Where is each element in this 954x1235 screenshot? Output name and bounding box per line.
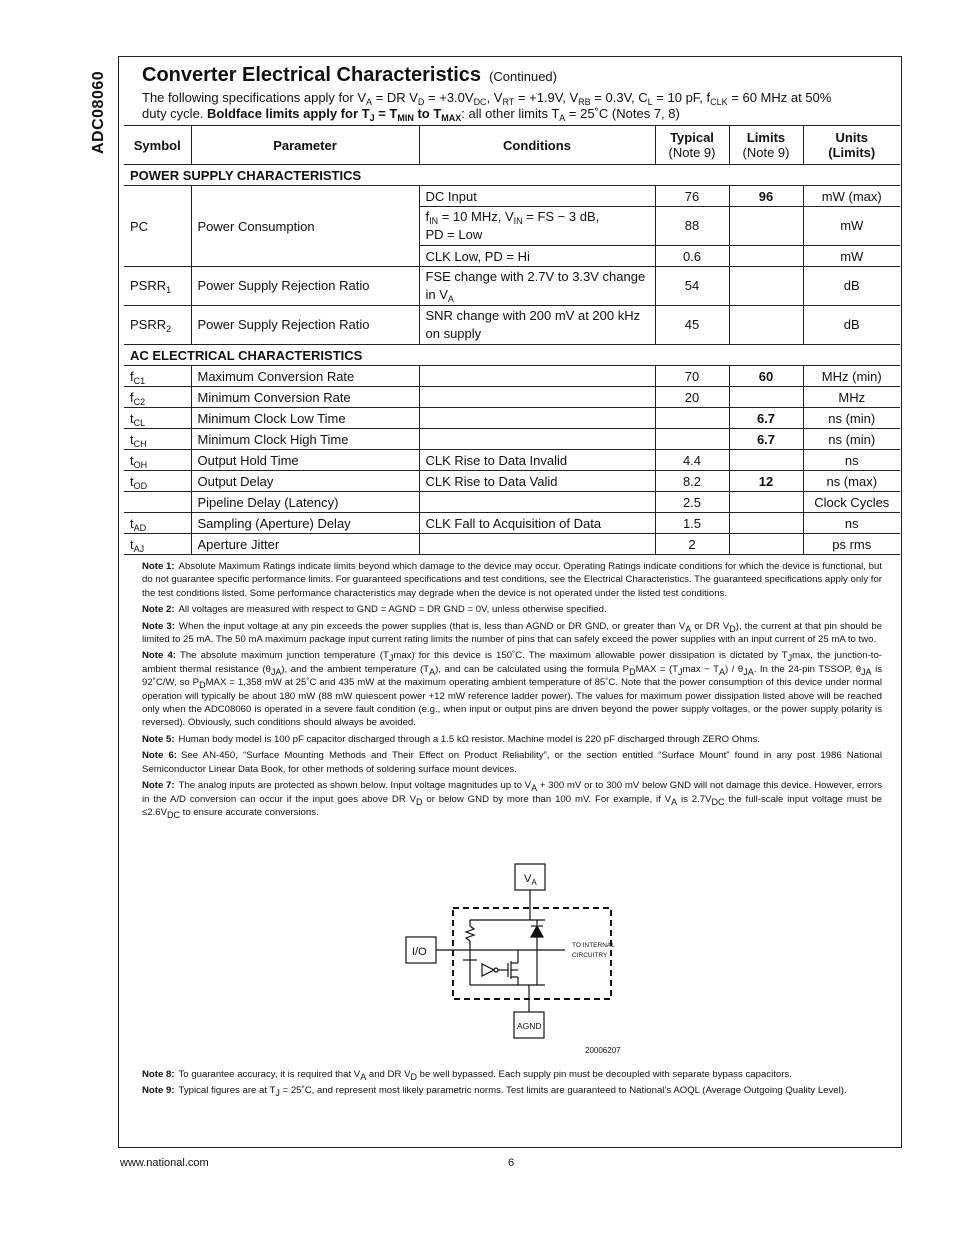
- spec-conditions-intro: The following specifications apply for $V_A$ = DR $V_D = +3.0V_{DC}$, $V_{RT} = +1.9V$, $V_{RB} = 0.3V$, $C_L = 10$ pF, $f_{CLK} = 60$ MHz at 50% duty cycle. Boldface limits apply for $T_J = T_{MIN}$ to $T_{MAX}$: all other limits $T_A$ = 25˚C (Notes 7, 8): [142, 90, 832, 123]
- note-7: Note 7: The analog inputs are protected as shown below. Input voltage magnitudes up to $V_A + 300$ mV or to 300 mV below GND will not damage this device. However, errors in the A/D conversion can occur if the input goes above DR $V_D$ or below GND by more than 100 mV. For example, if $V_A$ is $2.7V_{DC}$ the full-scale input voltage must be $\le 2.6V_{DC}$ to ensure accurate conversions.: [142, 780, 883, 820]
- input-protection-circuit-figure: [400, 860, 640, 1060]
- footer-website: www.national.com: [120, 1157, 209, 1169]
- note-1: Note 1: Absolute Maximum Ratings indicate limits beyond which damage to the device may occur. Operating Ratings indicate conditions for which the device is functional, but do not guarantee specific performance limits. For guaranteed specifications and test conditions, see the Electrical Characteristics. The guaranteed specifications apply only for the test conditions listed. Some performance characteristics may degrade when the device is not operated under the listed test conditions.: [142, 561, 883, 599]
- table-row: $f_{C1}$ Maximum Conversion Rate 70 60 MHz (min): [124, 366, 900, 387]
- va-label: $V_A$: [524, 873, 537, 887]
- section-title-row: [142, 64, 557, 87]
- table-row: $t_{OD}$ Output Delay CLK Rise to Data Valid 8.2 12 ns (max): [124, 471, 900, 492]
- header-symbol: Symbol: [124, 126, 191, 165]
- table-row: $f_{C2}$ Minimum Conversion Rate 20 MHz: [124, 387, 900, 408]
- note-3: Note 3: When the input voltage at any pin exceeds the power supplies (that is, less than AGND or DR GND, or greater than $V_A$ or DR $V_D$), the current at that pin should be limited to 25 mA. The 50 mA maximum package input current rating limits the number of pins that can safely exceed the power supplies with an input current of 25 mA to two.: [142, 620, 882, 646]
- internal-circuitry-label-1: TO INTERNAL: [572, 942, 615, 949]
- part-number-side-label: ADC08060: [90, 70, 107, 154]
- note-2: Note 2: All voltages are measured with respect to GND = AGND = DR GND = 0V, unless otherwise specified.: [142, 604, 607, 616]
- table-row: Pipeline Delay (Latency) 2.5 Clock Cycles: [124, 492, 900, 513]
- page-title: Converter Electrical Characteristics: [142, 64, 482, 86]
- header-parameter: Parameter: [191, 126, 419, 165]
- header-units: Units (Limits): [803, 126, 900, 165]
- note-8: Note 8: To guarantee accuracy, it is required that $V_A$ and DR $V_D$ be well bypassed. Each supply pin must be decoupled with separate bypass capacitors.: [142, 1069, 792, 1082]
- table-row: $f_{IN} = 10$ MHz, $V_{IN}$ = FS − 3 dB, PD = Low 88 mW: [124, 207, 900, 246]
- electrical-characteristics-table: [124, 125, 900, 555]
- section-row-ac: AC ELECTRICAL CHARACTERISTICS: [124, 345, 900, 366]
- figure-id: 20006207: [585, 1046, 621, 1055]
- table-row: $t_{CH}$ Minimum Clock High Time 6.7 ns (min): [124, 429, 900, 450]
- table-row: $PSRR_2$ Power Supply Rejection Ratio SNR change with 200 mV at 200 kHz on supply 45 dB: [124, 306, 900, 345]
- agnd-label: AGND: [517, 1021, 542, 1031]
- header-conditions: Conditions: [419, 126, 655, 165]
- internal-circuitry-label-2: CIRCUITRY: [572, 952, 608, 959]
- table-row: $t_{CL}$ Minimum Clock Low Time 6.7 ns (min): [124, 408, 900, 429]
- footnotes-continued: [142, 1068, 882, 1101]
- header-typical: Typical (Note 9): [655, 126, 729, 165]
- footnotes: [142, 560, 882, 822]
- title-continued: (Continued): [489, 69, 557, 84]
- ac-rows: [124, 366, 900, 555]
- section-row-power-supply: POWER SUPPLY CHARACTERISTICS: [124, 165, 900, 186]
- table-row: PC Power Consumption DC Input 76 96 mW (max): [124, 186, 900, 207]
- note-4: Note 4: The absolute maximum junction temperature $(T_J\max)$ for this device is 150˚C. The maximum allowable power dissipation is dictated by $T_J\max$, the junction-to-ambient thermal resistance $(\theta_{JA})$, and the ambient temperature $(T_A)$, and can be calculated using the formula $P_DMAX = (T_J\max - T_A) / \theta_{JA}$. In the 24-pin TSSOP, $\theta_{JA}$ is 92˚C/W, so $P_DMAX = 1,358$ mW at 25˚C and 435 mW at the maximum operating ambient temperature of 85˚C. Note that the power consumption of this device under normal operation will typically be about 180 mW (88 mW quiescent power +12 mW reference ladder power). The values for maximum power dissipation listed above will be reached only when the ADC08060 is operated in a severe fault condition (e.g., when input or output pins are driven beyond the power supply voltages, or the power supply polarity is reversed). Obviously, such conditions should always be avoided.: [142, 650, 883, 729]
- footer-page-number: 6: [508, 1157, 515, 1169]
- table-row: $t_{OH}$ Output Hold Time CLK Rise to Data Invalid 4.4 ns: [124, 450, 900, 471]
- header-limits: Limits (Note 9): [729, 126, 803, 165]
- note-9: Note 9: Typical figures are at $T_J$ = 25˚C, and represent most likely parametric norms. Test limits are guaranteed to National’s AOQL (Average Outgoing Quality Level).: [142, 1085, 847, 1099]
- table-row: $t_{AJ}$ Aperture Jitter 2 ps rms: [124, 534, 900, 555]
- note-6: Note 6: See AN-450, “Surface Mounting Methods and Their Effect on Product Reliability”, or the section entitled “Surface Mount” found in any post 1986 National Semiconductor Linear Data Book, for other methods of soldering surface mount devices.: [142, 750, 883, 775]
- table-row: $t_{AD}$ Sampling (Aperture) Delay CLK Fall to Acquisition of Data 1.5 ns: [124, 513, 900, 534]
- note-5: Note 5: Human body model is 100 pF capacitor discharged through a 1.5 kΩ resistor. Machine model is 220 pF discharged through ZERO Ohms.: [142, 733, 761, 745]
- table-row: CLK Low, PD = Hi 0.6 mW: [124, 246, 900, 267]
- io-label: I/O: [412, 946, 427, 958]
- table-row: $PSRR_1$ Power Supply Rejection Ratio FSE change with 2.7V to 3.3V change in $V_A$ 54 dB: [124, 267, 900, 306]
- table-header-row: [124, 126, 900, 165]
